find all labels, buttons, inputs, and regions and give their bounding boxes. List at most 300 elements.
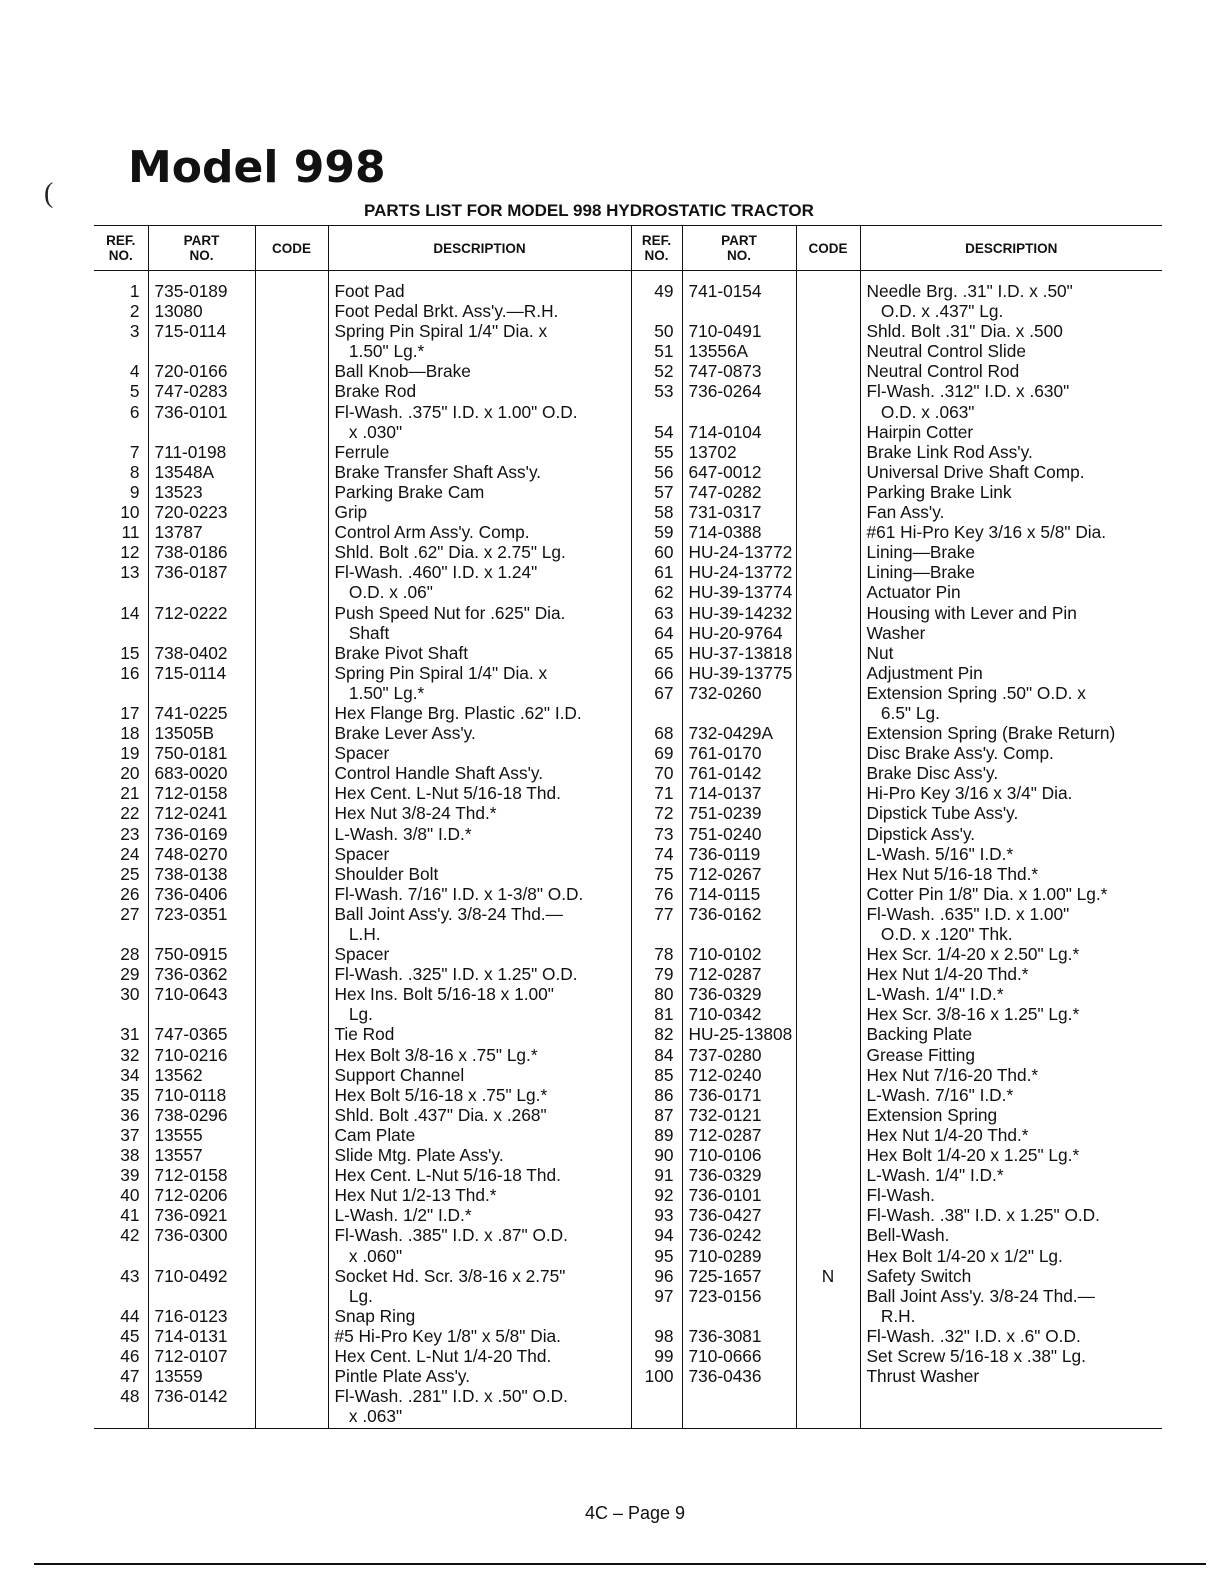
left-description-cell: Ball Knob—Brake [334, 361, 471, 382]
right-ref-cell: 93 [654, 1205, 674, 1226]
left-part-cell: 747-0283 [154, 381, 228, 402]
left-part-cell: 720-0166 [154, 361, 228, 382]
right-part-cell: 723-0156 [688, 1285, 762, 1306]
left-code-cell [256, 1024, 328, 1044]
left-description-cell: Push Speed Nut for .625" Dia. Shaft [334, 602, 566, 643]
parts-list-subtitle: PARTS LIST FOR MODEL 998 HYDROSTATIC TRACTOR [364, 201, 814, 220]
left-ref-column [94, 271, 148, 1429]
right-code-cell [797, 562, 860, 582]
left-description-cell: L-Wash. 1/2" I.D.* [334, 1205, 472, 1226]
left-description-cell: Grip [334, 502, 368, 523]
right-part-cell: 710-0491 [688, 321, 762, 342]
left-code-cell [256, 603, 328, 643]
right-description-cell: Cotter Pin 1/8" Dia. x 1.00" Lg.* [866, 883, 1108, 904]
right-code-cell [797, 1225, 860, 1245]
left-ref-cell: 8 [129, 461, 140, 482]
right-part-cell: 725-1657 [688, 1265, 762, 1286]
left-description-cell: #5 Hi-Pro Key 1/8" x 5/8" Dia. [334, 1325, 561, 1346]
left-code-cell [256, 663, 328, 703]
left-part-cell: 748-0270 [154, 843, 228, 864]
right-part-cell: HU-24-13772 [688, 542, 793, 563]
left-part-cell: 736-0142 [154, 1386, 228, 1407]
left-description-cell: Ball Joint Ass'y. 3/8-24 Thd.— L.H. [334, 903, 563, 944]
right-code-cell [797, 522, 860, 542]
left-description-cell: Brake Pivot Shaft [334, 642, 469, 663]
right-code-cell [797, 1326, 860, 1346]
right-part-cell: 732-0429A [688, 723, 774, 744]
left-part-cell: 683-0020 [154, 763, 228, 784]
left-code-cell [256, 743, 328, 763]
right-description-cell: Actuator Pin [866, 582, 961, 603]
left-code-cell [256, 884, 328, 904]
right-code-cell [797, 1105, 860, 1125]
left-code-cell [256, 1185, 328, 1205]
right-ref-cell: 99 [654, 1345, 674, 1366]
right-part-cell: 747-0873 [688, 361, 762, 382]
right-part-cell: HU-39-13775 [688, 662, 793, 683]
right-description-cell: L-Wash. 5/16" I.D.* [866, 843, 1014, 864]
left-ref-cell: 16 [120, 662, 140, 683]
right-code-cell [797, 1045, 860, 1065]
left-code-cell [256, 442, 328, 462]
left-ref-cell: 36 [120, 1104, 140, 1125]
right-ref-cell: 67 [654, 682, 674, 703]
right-ref-cell: 73 [654, 823, 674, 844]
left-part-cell: 736-0362 [154, 964, 228, 985]
right-description-cell: Safety Switch [866, 1265, 972, 1286]
right-code-cell [797, 803, 860, 823]
left-part-cell: 736-0101 [154, 401, 228, 422]
right-ref-cell: 64 [654, 622, 674, 643]
left-ref-cell: 40 [120, 1185, 140, 1206]
right-code-cell [797, 783, 860, 803]
right-code-cell [797, 341, 860, 361]
left-code-column [255, 271, 328, 1429]
left-part-cell: 710-0118 [154, 1084, 227, 1105]
left-ref-cell: 45 [120, 1325, 140, 1346]
right-ref-cell: 70 [654, 763, 674, 784]
left-part-cell: 736-0169 [154, 823, 228, 844]
right-part-cell: 737-0280 [688, 1044, 762, 1065]
right-ref-cell: 58 [654, 502, 674, 523]
right-ref-cell: 65 [654, 642, 674, 663]
left-description-cell: Spacer [334, 743, 390, 764]
left-code-cell [256, 964, 328, 984]
right-description-cell: Fl-Wash. .38" I.D. x 1.25" O.D. [866, 1205, 1100, 1226]
left-part-cell: 13523 [154, 481, 203, 502]
left-description-cell: Foot Pad [334, 281, 405, 301]
right-part-cell: 712-0240 [688, 1064, 762, 1085]
right-code-cell [797, 1246, 860, 1266]
right-description-cell: Hex Scr. 1/4-20 x 2.50" Lg.* [866, 944, 1080, 965]
right-part-cell: 710-0102 [688, 944, 762, 965]
left-code-cell [256, 904, 328, 944]
right-ref-cell: 63 [654, 602, 674, 623]
left-ref-cell: 23 [120, 823, 140, 844]
left-description-cell: Parking Brake Cam [334, 481, 485, 502]
right-ref-cell: 79 [654, 964, 674, 985]
left-description-cell: Hex Ins. Bolt 5/16-18 x 1.00" Lg. [334, 984, 554, 1025]
left-part-cell: 712-0206 [154, 1185, 228, 1206]
left-description-cell: Slide Mtg. Plate Ass'y. [334, 1145, 504, 1166]
left-part-cell: 712-0241 [154, 803, 228, 824]
right-code-cell [797, 1185, 860, 1205]
left-ref-cell: 30 [120, 984, 140, 1005]
right-description-cell: Needle Brg. .31" I.D. x .50" O.D. x .437" Lg. [866, 281, 1073, 322]
left-ref-cell: 10 [120, 502, 140, 523]
right-code-column [796, 271, 860, 1429]
right-description-cell: Extension Spring [866, 1104, 998, 1125]
left-ref-cell: 44 [120, 1305, 140, 1326]
right-code-cell [797, 1366, 860, 1386]
left-ref-cell: 28 [120, 944, 140, 965]
right-ref-cell: 49 [654, 281, 674, 301]
left-code-cell [256, 562, 328, 602]
left-ref-cell: 12 [120, 542, 140, 563]
left-description-cell: Hex Nut 1/2-13 Thd.* [334, 1185, 497, 1206]
right-description-cell: Disc Brake Ass'y. Comp. [866, 743, 1054, 764]
right-ref-cell: 87 [654, 1104, 674, 1125]
left-description-cell: Tie Rod [334, 1024, 395, 1045]
right-ref-cell: 89 [654, 1124, 674, 1145]
left-ref-cell: 31 [120, 1024, 140, 1045]
left-code-cell [256, 542, 328, 562]
left-ref-cell: 42 [120, 1225, 140, 1246]
left-description-cell: Spring Pin Spiral 1/4" Dia. x 1.50" Lg.* [334, 662, 548, 703]
right-description-cell: Nut [866, 642, 894, 663]
right-ref-cell: 62 [654, 582, 674, 603]
left-code-cell [256, 1346, 328, 1366]
left-description-cell: Snap Ring [334, 1305, 416, 1326]
left-part-cell: 738-0296 [154, 1104, 228, 1125]
left-description-cell: Hex Flange Brg. Plastic .62" I.D. [334, 702, 582, 723]
left-part-cell: 712-0158 [154, 1165, 228, 1186]
right-part-cell: 747-0282 [688, 481, 762, 502]
right-part-cell: 714-0115 [688, 883, 761, 904]
left-ref-cell: 37 [120, 1124, 140, 1145]
left-description-cell: L-Wash. 3/8" I.D.* [334, 823, 472, 844]
left-ref-cell: 17 [120, 702, 140, 723]
left-description-cell: Shld. Bolt .62" Dia. x 2.75" Lg. [334, 542, 566, 563]
right-part-cell: HU-25-13808 [688, 1024, 793, 1045]
left-ref-cell: 39 [120, 1165, 140, 1186]
left-code-cell [256, 1366, 328, 1386]
left-part-cell: 736-0921 [154, 1205, 228, 1226]
left-ref-cell: 47 [120, 1366, 140, 1387]
left-part-cell: 741-0225 [154, 702, 228, 723]
right-part-cell: 736-3081 [688, 1325, 762, 1346]
bottom-divider [34, 1563, 1206, 1565]
left-code-cell [256, 1045, 328, 1065]
right-description-cell: Lining—Brake [866, 542, 976, 563]
right-description-column [860, 271, 1162, 1429]
left-part-cell: 13080 [154, 301, 203, 322]
right-part-cell: 13556A [688, 341, 749, 362]
left-description-cell: Foot Pedal Brkt. Ass'y.—R.H. [334, 301, 559, 322]
left-part-cell: 13557 [154, 1145, 203, 1166]
right-code-cell [797, 663, 860, 683]
right-part-cell: 714-0137 [688, 783, 762, 804]
left-description-cell: Pintle Plate Ass'y. [334, 1366, 471, 1387]
left-part-cell: 712-0107 [154, 1345, 228, 1366]
left-code-cell [256, 643, 328, 663]
right-part-cell: 736-0242 [688, 1225, 762, 1246]
left-code-cell [256, 1326, 328, 1346]
left-code-cell [256, 402, 328, 442]
right-ref-cell: 80 [654, 984, 674, 1005]
left-ref-cell: 43 [120, 1265, 140, 1286]
right-part-cell: 731-0317 [688, 502, 762, 523]
right-ref-cell: 50 [654, 321, 674, 342]
left-description-cell: Fl-Wash. .375" I.D. x 1.00" O.D. x .030" [334, 401, 578, 442]
right-part-cell: 712-0287 [688, 1124, 762, 1145]
right-ref-cell: 76 [654, 883, 674, 904]
right-ref-cell: 60 [654, 542, 674, 563]
right-code-cell [797, 1346, 860, 1366]
left-description-cell: Fl-Wash. 7/16" I.D. x 1-3/8" O.D. [334, 883, 584, 904]
left-code-cell [256, 783, 328, 803]
right-description-cell: Hairpin Cotter [866, 421, 974, 442]
left-description-cell: Socket Hd. Scr. 3/8-16 x 2.75" Lg. [334, 1265, 566, 1306]
left-code-cell [256, 763, 328, 783]
right-part-cell: HU-24-13772 [688, 562, 793, 583]
right-description-cell: Hex Bolt 1/4-20 x 1.25" Lg.* [866, 1145, 1080, 1166]
right-part-cell: HU-20-9764 [688, 622, 783, 643]
left-ref-cell: 26 [120, 883, 140, 904]
right-ref-cell: 53 [654, 381, 674, 402]
right-description-cell: Bell-Wash. [866, 1225, 950, 1246]
right-description-cell: Extension Spring (Brake Return) [866, 723, 1116, 744]
right-description-cell: Extension Spring .50" O.D. x 6.5" Lg. [866, 682, 1086, 723]
right-description-cell: Adjustment Pin [866, 662, 983, 683]
left-description-cell: Hex Bolt 5/16-18 x .75" Lg.* [334, 1084, 548, 1105]
left-part-cell: 710-0216 [154, 1044, 228, 1065]
left-description-cell: Fl-Wash. .281" I.D. x .50" O.D. x .063" [334, 1386, 568, 1427]
right-part-cell: HU-39-14232 [688, 602, 793, 623]
left-part-cell: 716-0123 [154, 1305, 228, 1326]
right-description-cell: Dipstick Tube Ass'y. [866, 803, 1019, 824]
right-part-cell: 736-0329 [688, 1165, 762, 1186]
table-body-row [94, 271, 1162, 1429]
left-ref-cell: 6 [129, 401, 140, 422]
left-part-cell: 13555 [154, 1124, 203, 1145]
left-code-cell [256, 984, 328, 1024]
left-description-cell: Support Channel [334, 1064, 465, 1085]
right-part-cell: HU-39-13774 [688, 582, 793, 603]
left-part-cell: 736-0187 [154, 562, 228, 583]
left-part-cell: 736-0300 [154, 1225, 228, 1246]
left-code-cell [256, 703, 328, 723]
right-code-cell [797, 542, 860, 562]
right-description-cell: Grease Fitting [866, 1044, 976, 1065]
left-ref-cell: 48 [120, 1386, 140, 1407]
right-ref-cell: 71 [654, 783, 674, 804]
left-ref-cell: 9 [129, 481, 140, 502]
left-part-cell: 711-0198 [154, 441, 227, 462]
right-description-cell: Dipstick Ass'y. [866, 823, 976, 844]
left-part-cell: 710-0492 [154, 1265, 228, 1286]
right-part-cell: 751-0240 [688, 823, 762, 844]
right-ref-cell: 85 [654, 1064, 674, 1085]
right-description-cell: Fl-Wash. .32" I.D. x .6" O.D. [866, 1325, 1081, 1346]
right-ref-cell: 72 [654, 803, 674, 824]
left-code-cell [256, 1225, 328, 1265]
right-code-cell [797, 1065, 860, 1085]
right-code-cell [797, 864, 860, 884]
right-part-cell: 710-0666 [688, 1345, 762, 1366]
header-code-left: CODE [255, 226, 328, 271]
left-ref-cell: 35 [120, 1084, 140, 1105]
left-ref-cell: 2 [129, 301, 140, 322]
left-description-cell: Hex Nut 3/8-24 Thd.* [334, 803, 497, 824]
left-ref-cell: 29 [120, 964, 140, 985]
left-description-cell: Fl-Wash. .385" I.D. x .87" O.D. x .060" [334, 1225, 568, 1266]
right-ref-cell: 54 [654, 421, 674, 442]
header-part-right: PART NO. [682, 226, 796, 271]
right-code-cell [797, 1145, 860, 1165]
left-ref-cell: 13 [120, 562, 140, 583]
header-ref-right: REF. NO. [631, 226, 682, 271]
header-ref-left: REF. NO. [94, 226, 148, 271]
left-code-cell [256, 381, 328, 401]
left-part-column [148, 271, 255, 1429]
right-part-cell: 751-0239 [688, 803, 762, 824]
right-description-cell: Hex Nut 1/4-20 Thd.* [866, 1124, 1029, 1145]
left-code-cell [256, 944, 328, 964]
right-description-cell: Fan Ass'y. [866, 502, 945, 523]
right-part-cell: HU-37-13818 [688, 642, 793, 663]
left-part-cell: 747-0365 [154, 1024, 228, 1045]
left-part-cell: 738-0138 [154, 863, 228, 884]
right-code-cell [797, 904, 860, 944]
left-part-cell: 750-0915 [154, 944, 228, 965]
right-part-cell: 761-0170 [688, 743, 762, 764]
right-code-cell [797, 442, 860, 462]
header-part-left: PART NO. [148, 226, 255, 271]
right-code-cell [797, 422, 860, 442]
right-part-cell: 714-0104 [688, 421, 762, 442]
header-description-right: DESCRIPTION [860, 226, 1162, 271]
right-ref-cell: 75 [654, 863, 674, 884]
left-part-cell: 715-0114 [154, 662, 227, 683]
right-code-cell [797, 1205, 860, 1225]
right-code-cell [797, 643, 860, 663]
right-code-cell [797, 824, 860, 844]
right-part-cell: 714-0388 [688, 522, 762, 543]
right-code-cell [797, 623, 860, 643]
left-description-cell: Shld. Bolt .437" Dia. x .268" [334, 1104, 547, 1125]
right-code-cell [797, 1286, 860, 1326]
left-part-cell: 712-0222 [154, 602, 228, 623]
right-ref-cell: 90 [654, 1145, 674, 1166]
right-code-cell [797, 361, 860, 381]
right-code-cell [797, 1004, 860, 1024]
right-ref-cell: 84 [654, 1044, 674, 1065]
right-ref-cell: 59 [654, 522, 674, 543]
left-code-cell [256, 864, 328, 884]
right-ref-cell: 57 [654, 481, 674, 502]
left-part-cell: 13505B [154, 723, 215, 744]
right-code-cell [797, 944, 860, 964]
right-description-cell: Hi-Pro Key 3/16 x 3/4" Dia. [866, 783, 1073, 804]
left-ref-cell: 19 [120, 743, 140, 764]
right-part-cell: 712-0267 [688, 863, 762, 884]
left-code-cell [256, 1205, 328, 1225]
left-ref-cell: 20 [120, 763, 140, 784]
right-code-cell [797, 1165, 860, 1185]
right-code-cell [797, 884, 860, 904]
right-ref-cell: 96 [654, 1265, 674, 1286]
right-ref-cell: 98 [654, 1325, 674, 1346]
right-part-cell: 736-0101 [688, 1185, 762, 1206]
left-part-cell: 715-0114 [154, 321, 227, 342]
left-code-cell [256, 502, 328, 522]
right-description-cell: Hex Nut 1/4-20 Thd.* [866, 964, 1029, 985]
left-description-cell: Control Arm Ass'y. Comp. [334, 522, 530, 543]
left-description-cell: Hex Cent. L-Nut 1/4-20 Thd. [334, 1345, 552, 1366]
right-description-cell: Shld. Bolt .31" Dia. x .500 [866, 321, 1063, 342]
right-code-cell [797, 743, 860, 763]
right-code-cell: N [821, 1265, 835, 1286]
left-code-cell [256, 361, 328, 381]
right-code-cell [797, 984, 860, 1004]
left-description-cell: Fl-Wash. .460" I.D. x 1.24" O.D. x .06" [334, 562, 538, 603]
right-part-cell: 732-0121 [688, 1104, 762, 1125]
right-part-cell: 736-0171 [688, 1084, 762, 1105]
right-description-cell: L-Wash. 7/16" I.D.* [866, 1084, 1014, 1105]
left-ref-cell: 15 [120, 642, 140, 663]
left-description-cell: Shoulder Bolt [334, 863, 439, 884]
right-description-cell: Hex Nut 7/16-20 Thd.* [866, 1064, 1039, 1085]
right-part-column [682, 271, 796, 1429]
right-description-cell: Fl-Wash. [866, 1185, 935, 1206]
right-code-cell [797, 683, 860, 723]
left-code-cell [256, 281, 328, 301]
left-ref-cell: 46 [120, 1345, 140, 1366]
left-description-cell: Spring Pin Spiral 1/4" Dia. x 1.50" Lg.* [334, 321, 548, 362]
right-description-cell: Fl-Wash. .635" I.D. x 1.00" O.D. x .120" Thk. [866, 903, 1070, 944]
right-ref-cell: 52 [654, 361, 674, 382]
right-description-cell: Housing with Lever and Pin [866, 602, 1077, 623]
left-description-column [328, 271, 631, 1429]
left-ref-cell: 7 [129, 441, 140, 462]
left-description-cell: Brake Rod [334, 381, 417, 402]
right-description-cell: Washer [866, 622, 926, 643]
left-description-cell: Brake Lever Ass'y. [334, 723, 476, 744]
right-description-cell: Ball Joint Ass'y. 3/8-24 Thd.— R.H. [866, 1285, 1095, 1326]
left-ref-cell: 24 [120, 843, 140, 864]
right-code-cell [797, 723, 860, 743]
right-code-cell [797, 763, 860, 783]
model-title: Model 998 [128, 142, 386, 193]
margin-mark: ( [44, 178, 54, 209]
left-ref-cell: 34 [120, 1064, 140, 1085]
right-part-cell: 761-0142 [688, 763, 762, 784]
right-part-cell: 647-0012 [688, 461, 762, 482]
left-part-cell: 13548A [154, 461, 215, 482]
left-ref-cell: 5 [129, 381, 140, 402]
right-description-cell: Parking Brake Link [866, 481, 1012, 502]
left-ref-cell: 14 [120, 602, 140, 623]
right-ref-cell: 69 [654, 743, 674, 764]
right-part-cell: 710-0289 [688, 1245, 762, 1266]
right-description-cell: Brake Disc Ass'y. [866, 763, 999, 784]
left-code-cell [256, 522, 328, 542]
right-part-cell: 712-0287 [688, 964, 762, 985]
left-code-cell [256, 844, 328, 864]
right-code-cell [797, 1024, 860, 1044]
left-part-cell: 712-0158 [154, 783, 228, 804]
